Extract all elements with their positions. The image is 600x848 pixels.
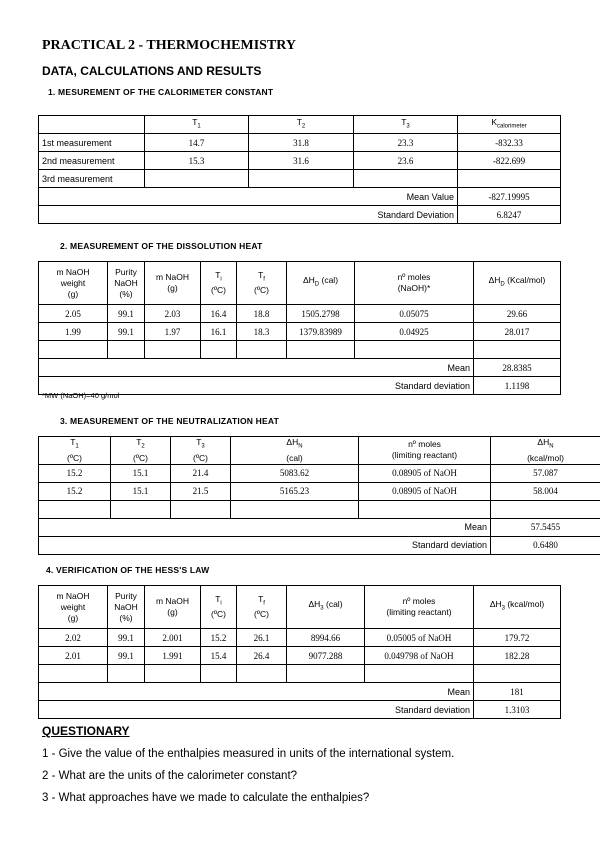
cell: 179.72 [474,629,561,647]
cell [171,500,231,518]
page-title: PRACTICAL 2 - THERMOCHEMISTRY [42,38,296,53]
cell: 1.97 [145,323,201,341]
table-row [39,464,600,482]
cell: 1.99 [39,323,108,341]
cell: 57.087 [491,464,600,482]
cell: 0.05005 of NaOH [365,629,474,647]
row-label: 3rd measurement [39,170,145,188]
cell: 18.3 [237,323,287,341]
mean-value: -827.19995 [458,188,561,206]
cell-t2: 31.8 [249,134,354,152]
header-dhd-cal: $\Delta H_D$ (cal) [287,262,355,305]
header-empty [39,116,145,134]
cell [201,341,237,359]
cell [145,341,201,359]
table-row [39,305,561,323]
cell-t3: 23.3 [354,134,458,152]
question-2: 2 - What are the units of the calorimeter constant? [42,770,298,782]
cell [474,341,561,359]
cell [237,341,287,359]
cell: 1.991 [145,647,201,665]
table-row [39,134,561,152]
header-dhn-kcal: $\Delta H_N$ (kcal/mol) [491,437,600,465]
sd-row [39,206,561,224]
header-purity: Purity NaOH (%) [108,262,145,305]
cell: 15.1 [111,482,171,500]
cell: 0.04925 [355,323,474,341]
cell: 15.2 [39,482,111,500]
sd-row [39,701,561,719]
cell-k [458,170,561,188]
cell: 28.017 [474,323,561,341]
cell: 99.1 [108,323,145,341]
cell: 58.004 [491,482,600,500]
header-t3: $T_3$ [354,116,458,134]
cell-t1: 14.7 [145,134,249,152]
mean-label: Mean [39,683,474,701]
table-header-row [39,116,561,134]
cell: 2.03 [145,305,201,323]
table-row [39,152,561,170]
sd-value: 0.6480 [491,536,600,554]
header-t1: $T_1$ (ºC) [39,437,111,465]
mean-label: Mean [39,359,474,377]
cell: 0.08905 of NaOH [359,464,491,482]
cell: 15.1 [111,464,171,482]
header-moles: nº moles (NaOH)* [355,262,474,305]
table-row [39,629,561,647]
cell [355,341,474,359]
cell: 99.1 [108,305,145,323]
section-3-heading: 3. MEASUREMENT OF THE NEUTRALIZATION HEAT [60,416,279,426]
cell: 26.4 [237,647,287,665]
sd-row [39,536,600,554]
cell [39,341,108,359]
cell: 2.001 [145,629,201,647]
sd-value: 6.8247 [458,206,561,224]
cell: 182.28 [474,647,561,665]
header-t2: $T_2$ (ºC) [111,437,171,465]
cell: 9077.288 [287,647,365,665]
header-naoh-weight: m NaOH weight (g) [39,586,108,629]
table-row [39,323,561,341]
row-label: 2nd measurement [39,152,145,170]
header-dhn-cal: $\Delta H_N$ (cal) [231,437,359,465]
question-1: 1 - Give the value of the enthalpies measured in units of the international system. [42,748,455,760]
table-row [39,647,561,665]
table-row [39,500,600,518]
cell: 8994.66 [287,629,365,647]
cell-t1: 15.3 [145,152,249,170]
cell: 1505.2798 [287,305,355,323]
hess-law-table [38,585,561,719]
cell [474,665,561,683]
header-moles: nº moles (limiting reactant) [359,437,491,465]
header-moles: nº moles (limiting reactant) [365,586,474,629]
cell: 1379.83989 [287,323,355,341]
cell [287,665,365,683]
cell: 5083.62 [231,464,359,482]
cell-t2 [249,170,354,188]
cell: 15.2 [201,629,237,647]
question-3: 3 - What approaches have we made to calculate the enthalpies? [42,792,370,804]
molar-weight-note: *MW (NaOH)=40 g/mol [42,391,120,400]
cell: 0.08905 of NaOH [359,482,491,500]
table-row [39,482,600,500]
table-row [39,170,561,188]
header-m-naoh: m NaOH (g) [145,586,201,629]
cell [39,665,108,683]
cell [287,341,355,359]
sd-value: 1.3103 [474,701,561,719]
cell: 21.5 [171,482,231,500]
cell: 5165.23 [231,482,359,500]
table-header-row [39,437,600,465]
cell-t3 [354,170,458,188]
header-t3: $T_3$ (ºC) [171,437,231,465]
cell-t2: 31.6 [249,152,354,170]
sd-label: Standard deviation [39,536,491,554]
cell-k: -822.699 [458,152,561,170]
calorimeter-constant-table [38,115,561,224]
header-tf: $T_f$ (ºC) [237,586,287,629]
cell [359,500,491,518]
cell: 0.05075 [355,305,474,323]
sd-label: Standard deviation [39,377,474,395]
cell: 29.66 [474,305,561,323]
section-4-heading: 4. VERIFICATION OF THE HESS'S LAW [46,565,210,575]
cell [39,500,111,518]
header-m-naoh: m NaOH (g) [145,262,201,305]
cell: 26.1 [237,629,287,647]
table-header-row [39,586,561,629]
cell: 2.05 [39,305,108,323]
row-label: 1st measurement [39,134,145,152]
header-dh3-kcal: $\Delta H_3$ (kcal/mol) [474,586,561,629]
cell: 18.8 [237,305,287,323]
questionary-heading: QUESTIONARY [42,724,130,738]
cell [365,665,474,683]
mean-value: 28.8385 [474,359,561,377]
cell [231,500,359,518]
cell: 2.02 [39,629,108,647]
cell: 99.1 [108,629,145,647]
mean-value: 57.5455 [491,518,600,536]
section-subtitle: DATA, CALCULATIONS AND RESULTS [42,64,262,78]
cell [108,341,145,359]
cell: 2.01 [39,647,108,665]
sd-label: Standard Deviation [39,206,458,224]
cell: 99.1 [108,647,145,665]
table-row [39,665,561,683]
header-ti: $T_i$ (ºC) [201,262,237,305]
cell-k: -832.33 [458,134,561,152]
header-t2: $T_2$ [249,116,354,134]
header-tf: $T_f$ (ºC) [237,262,287,305]
cell [145,665,201,683]
dissolution-heat-table [38,261,561,395]
table-row [39,341,561,359]
sd-label: Standard deviation [39,701,474,719]
cell [111,500,171,518]
cell-t1 [145,170,249,188]
mean-row [39,188,561,206]
cell: 15.4 [201,647,237,665]
header-naoh-weight: m NaOH weight (g) [39,262,108,305]
cell [201,665,237,683]
header-dhd-kcal: $\Delta H_D$ (Kcal/mol) [474,262,561,305]
section-1-heading: 1. MESUREMENT OF THE CALORIMETER CONSTANT [48,87,274,97]
cell: 0.049798 of NaOH [365,647,474,665]
cell: 15.2 [39,464,111,482]
cell [237,665,287,683]
neutralization-heat-table [38,436,600,555]
cell: 16.1 [201,323,237,341]
cell: 16.4 [201,305,237,323]
mean-row [39,683,561,701]
mean-label: Mean Value [39,188,458,206]
header-dh3-cal: $\Delta H_3$ (cal) [287,586,365,629]
header-kcalorimeter: $K_{calorimeter}$ [458,116,561,134]
section-2-heading: 2. MEASUREMENT OF THE DISSOLUTION HEAT [60,241,263,251]
mean-label: Mean [39,518,491,536]
mean-row [39,359,561,377]
table-header-row [39,262,561,305]
sd-value: 1.1198 [474,377,561,395]
header-t1: $T_1$ [145,116,249,134]
cell-t3: 23.6 [354,152,458,170]
cell [491,500,600,518]
mean-value: 181 [474,683,561,701]
header-ti: $T_i$ (ºC) [201,586,237,629]
cell [108,665,145,683]
cell: 21.4 [171,464,231,482]
header-purity: Purity NaOH (%) [108,586,145,629]
mean-row [39,518,600,536]
